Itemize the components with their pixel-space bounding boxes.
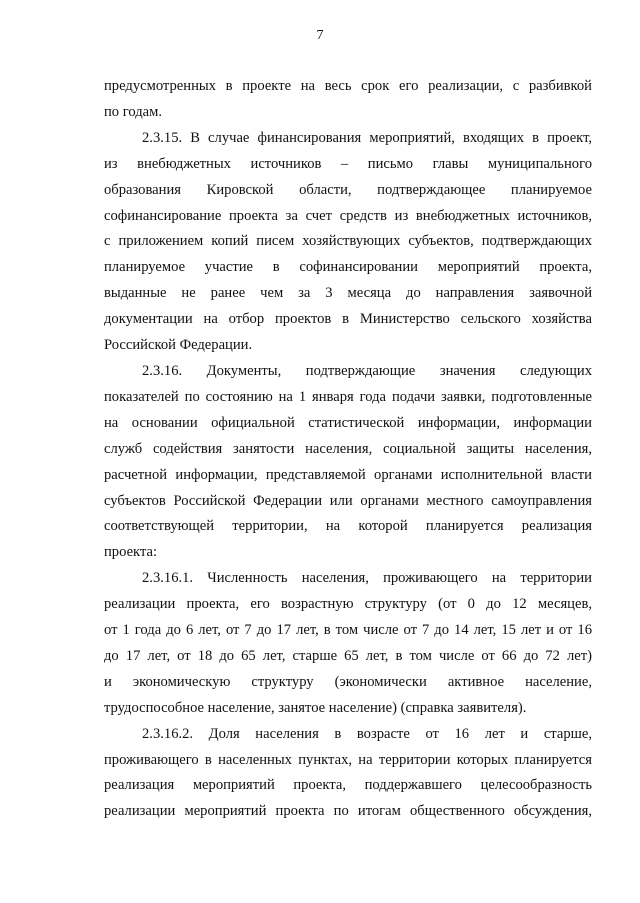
- text-line: показателей по состоянию на 1 января года подачи заявки, подготовленные: [104, 388, 592, 405]
- paragraph-2-3-16-1: [104, 566, 592, 721]
- paragraph-2-3-16: [104, 359, 592, 566]
- text-line: на основании официальной статистической информации, информации: [104, 414, 592, 431]
- text-line: и экономическую структуру (экономически активное население,: [104, 673, 592, 690]
- text-line: из внебюджетных источников – письмо главы муниципального: [104, 155, 592, 172]
- text-line: 2.3.16. Документы, подтверждающие значения следующих: [142, 362, 592, 379]
- text-line: расчетной информации, представляемой органами исполнительной власти: [104, 466, 592, 483]
- text-line: реализация мероприятий проекта, поддержавшего целесообразность: [104, 777, 592, 794]
- paragraph-2-3-15: [104, 126, 592, 359]
- document-body: [104, 74, 592, 825]
- text-line: от 1 года до 6 лет, от 7 до 17 лет, в том числе от 7 до 14 лет, 15 лет и от 16: [104, 622, 592, 639]
- text-line: 2.3.16.2. Доля населения в возрасте от 16 лет и старше,: [142, 725, 592, 742]
- text-line: субъектов Российской Федерации или органами местного самоуправления: [104, 492, 592, 509]
- text-line: образования Кировской области, подтверждающее планируемое: [104, 181, 592, 198]
- text-line: 2.3.16.1. Численность населения, проживающего на территории: [142, 570, 592, 587]
- text-line: трудоспособное население, занятое население) (справка заявителя).: [104, 699, 527, 716]
- text-line: реализации мероприятий проекта по итогам общественного обсуждения,: [104, 803, 592, 820]
- text-line: планируемое участие в софинансировании мероприятий проекта,: [104, 259, 592, 276]
- text-line: Российской Федерации.: [104, 337, 253, 354]
- text-line: по годам.: [104, 103, 163, 120]
- text-line: документации на отбор проектов в Министерство сельского хозяйства: [104, 311, 592, 328]
- text-line: служб содействия занятости населения, социальной защиты населения,: [104, 440, 592, 457]
- text-line: предусмотренных в проекте на весь срок его реализации, с разбивкой: [104, 78, 592, 94]
- text-line: реализации проекта, его возрастную структуру (от 0 до 12 месяцев,: [104, 596, 592, 613]
- paragraph-continuation: [104, 74, 592, 126]
- text-line: 2.3.15. В случае финансирования мероприятий, входящих в проект,: [142, 129, 592, 146]
- text-line: до 17 лет, от 18 до 65 лет, старше 65 лет, в том числе от 66 до 72 лет): [104, 647, 592, 664]
- page-number: 7: [316, 28, 324, 43]
- text-line: выданные не ранее чем за 3 месяца до направления заявочной: [104, 285, 592, 302]
- paragraph-2-3-16-2: [104, 722, 592, 826]
- text-line: соответствующей территории, на которой планируется реализация: [104, 518, 592, 535]
- text-line: проекта:: [104, 544, 158, 561]
- text-line: софинансирование проекта за счет средств из внебюджетных источников,: [104, 207, 592, 224]
- text-line: проживающего в населенных пунктах, на территории которых планируется: [104, 751, 592, 768]
- text-line: с приложением копий писем хозяйствующих субъектов, подтверждающих: [104, 233, 592, 250]
